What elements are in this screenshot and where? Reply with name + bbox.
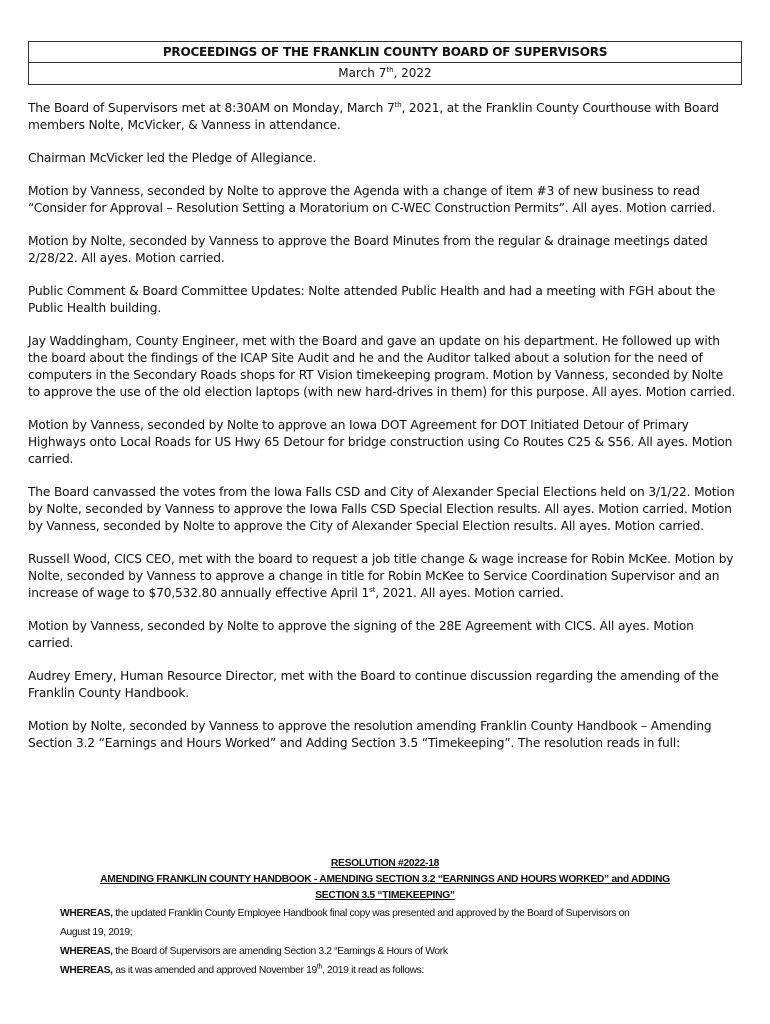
whereas-clause-3 xyxy=(60,961,710,980)
paragraph-text: Russell Wood, CICS CEO, met with the board to request a job title change & wage increase for Robin McKee. Motion by Nolte, seconded by Vanness to approve a change in title for Robin McKee to Service Coordination Supervisor and an increase of wage to $70,532.80 annually effective April 1 xyxy=(28,552,734,600)
whereas-clause-1 xyxy=(60,904,710,923)
document-title: PROCEEDINGS OF THE FRANKLIN COUNTY BOARD OF SUPERVISORS xyxy=(29,42,741,63)
resolution-number: RESOLUTION #2022-18 xyxy=(330,858,440,869)
paragraph-pledge: Chairman McVicker led the Pledge of Allegiance. xyxy=(28,151,317,165)
meeting-date xyxy=(29,63,741,84)
whereas-clause-2 xyxy=(60,942,710,961)
ordinal-suffix: th xyxy=(316,963,323,971)
minutes-body xyxy=(28,100,738,768)
paragraph-resolution-motion: Motion by Nolte, seconded by Vanness to approve the resolution amending Franklin County Handbook – Amending Section 3.2 “Earnings and Hours Worked” and Adding Section 3.5 “Timekeeping”. The resolution reads in full: xyxy=(28,719,712,750)
date-suffix: th xyxy=(386,66,394,74)
whereas-text: , 2019 it read as follows: xyxy=(322,965,424,976)
paragraph-county-engineer: Jay Waddingham, County Engineer, met with the Board and gave an update on his department. He followed up with the board about the findings of the ICAP Site Audit and he and the Auditor talked about a solution for the need of computers in the Secondary Roads shops for RT Vision timekeeping program. Motion by Vanness, seconded by Nolte to approve the use of the old election laptops (with new hard-drives in them) for this purpose. All ayes. Motion carried. xyxy=(28,334,736,399)
proceedings-header xyxy=(28,41,742,85)
paragraph-cics-wage xyxy=(28,551,738,602)
paragraph-text: , 2021, at the Franklin County Courthouse with Board members Nolte, McVicker, & Vanness in attendance. xyxy=(28,101,719,132)
paragraph-28e-agreement: Motion by Vanness, seconded by Nolte to approve the signing of the 28E Agreement with CICS. All ayes. Motion carried. xyxy=(28,619,694,650)
paragraph-election-canvass: The Board canvassed the votes from the Iowa Falls CSD and City of Alexander Special Elections held on 3/1/22. Motion by Nolte, seconded by Vanness to approve the Iowa Falls CSD Special Election results. All ayes. Motion carried. Motion by Vanness, seconded by Nolte to approve the City of Alexander Special Election results. All ayes. Motion carried. xyxy=(28,485,735,533)
ordinal-suffix: st xyxy=(369,585,376,594)
paragraph-text: , 2021. All ayes. Motion carried. xyxy=(375,586,564,600)
paragraph-text: The Board of Supervisors met at 8:30AM on Monday, March 7 xyxy=(28,101,395,115)
whereas-label: WHEREAS, xyxy=(60,946,113,957)
paragraph-dot-agreement: Motion by Vanness, seconded by Nolte to approve an Iowa DOT Agreement for DOT Initiated Detour of Primary Highways onto Local Roads for US Hwy 65 Detour for bridge construction using Co Routes C25 & S56. All ayes. Motion carried. xyxy=(28,418,733,466)
date-text: March 7 xyxy=(338,66,387,80)
resolution-block xyxy=(60,856,710,980)
whereas-label: WHEREAS, xyxy=(60,908,113,919)
paragraph-handbook-discussion: Audrey Emery, Human Resource Director, met with the Board to continue discussion regarding the amending of the Franklin County Handbook. xyxy=(28,669,719,700)
paragraph-public-comment: Public Comment & Board Committee Updates: Nolte attended Public Health and had a meeting with FGH about the Public Health building. xyxy=(28,284,716,315)
ordinal-suffix: th xyxy=(394,100,402,109)
whereas-text: as it was amended and approved November 19 xyxy=(112,965,317,976)
date-year: , 2022 xyxy=(393,66,432,80)
paragraph-minutes-motion: Motion by Nolte, seconded by Vanness to approve the Board Minutes from the regular & drainage meetings dated 2/28/22. All ayes. Motion carried. xyxy=(28,234,708,265)
paragraph-meeting-opening xyxy=(28,100,738,134)
resolution-title-line2: SECTION 3.5 “TIMEKEEPING” xyxy=(315,890,455,901)
whereas-text: the Board of Supervisors are amending Section 3.2 “Earnings & Hours of Work xyxy=(112,946,448,957)
whereas-text: the updated Franklin County Employee Handbook final copy was presented and approved by the Board of Supervisors on xyxy=(112,908,630,919)
paragraph-agenda-motion: Motion by Vanness, seconded by Nolte to approve the Agenda with a change of item #3 of new business to read “Consider for Approval – Resolution Setting a Moratorium on C-WEC Construction Permits”. All ayes. Motion carried. xyxy=(28,184,716,215)
whereas-label: WHEREAS, xyxy=(60,965,113,976)
whereas-clause-1-continued: August 19, 2019; xyxy=(60,927,133,938)
resolution-title-line1: AMENDING FRANKLIN COUNTY HANDBOOK - AMENDING SECTION 3.2 “EARNINGS AND HOURS WORKED” and ADDING xyxy=(100,874,670,885)
